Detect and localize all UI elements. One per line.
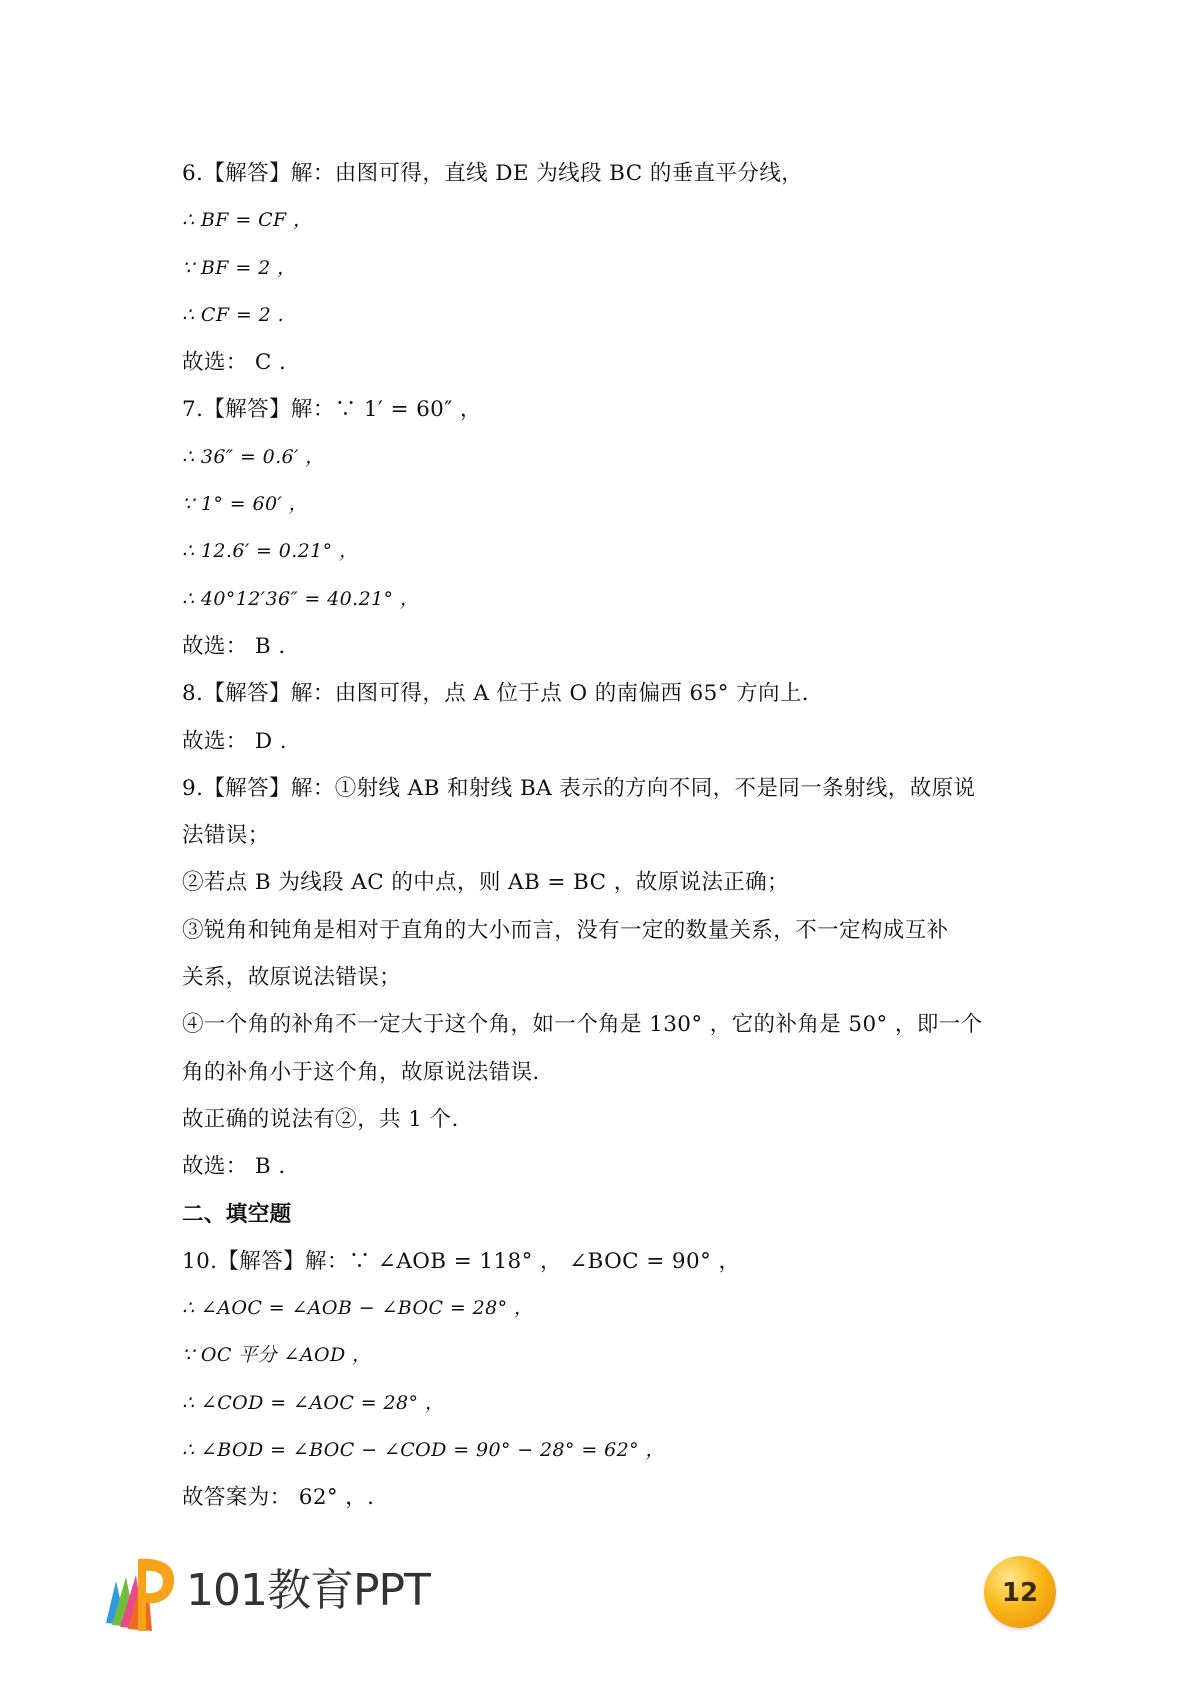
answer-7-line-4: ∴ 12.6′ = 0.21° ， [182, 540, 359, 563]
brand-logo [100, 1553, 500, 1633]
answer-6-choice: 故选： C . [182, 350, 287, 376]
answer-9-line-1: 9.【解答】解：①射线 AB 和射线 BA 表示的方向不同，不是同一条射线，故原说 [182, 775, 976, 801]
section-heading: 二、填空题 [182, 1201, 292, 1227]
document-body [182, 150, 1022, 1522]
answer-7-line-3: ∵ 1° = 60′ ， [182, 493, 309, 516]
answer-10-line-4: ∴ ∠COD = ∠AOC = 28° ， [182, 1391, 445, 1414]
answer-6-line-1: 6.【解答】解：由图可得，直线 DE 为线段 BC 的垂直平分线， [182, 161, 804, 186]
answer-7-choice: 故选： B . [182, 633, 286, 659]
answer-6-line-3: ∵ BF = 2 ， [182, 256, 297, 279]
answer-9-line-8: 故正确的说法有②，共 1 个. [182, 1106, 459, 1132]
answer-7-line-2: ∴ 36″ = 0.6′ ， [182, 445, 325, 468]
answer-9-choice: 故选： B . [182, 1154, 286, 1180]
answer-10-line-3: ∵ OC 平分 ∠AOD ， [182, 1344, 372, 1367]
answer-9-line-6: ④一个角的补角不一定大于这个角，如一个角是 130° ，它的补角是 50° ，即一个 [182, 1012, 983, 1038]
answer-7-line-1: 7.【解答】解：∵ 1′ = 60″ ， [182, 397, 482, 423]
answer-9-line-4: ③锐角和钝角是相对于直角的大小而言，没有一定的数量关系，不一定构成互补 [182, 917, 949, 943]
brand-logo-icon [100, 1553, 178, 1633]
answer-9-line-5: 关系，故原说法错误； [182, 965, 402, 991]
page-number: 12 [1001, 1578, 1039, 1608]
answer-9-line-3: ②若点 B 为线段 AC 的中点，则 AB = BC ，故原说法正确； [182, 870, 789, 896]
answer-7-line-5: ∴ 40°12′36″ = 40.21° ， [182, 587, 420, 610]
answer-8-choice: 故选： D . [182, 728, 288, 754]
brand-name: 101教育PPT [186, 1565, 430, 1616]
page-number-badge [984, 1556, 1056, 1628]
answer-9-line-7: 角的补角小于这个角，故原说法错误. [182, 1059, 540, 1085]
answer-10-line-1: 10.【解答】解：∵ ∠AOB = 118° ， ∠BOC = 90° ， [182, 1248, 741, 1274]
answer-6-line-4: ∴ CF = 2 . [182, 303, 285, 326]
answer-10-result: 故答案为： 62° ，. [182, 1485, 375, 1511]
answer-6-line-2: ∴ BF = CF ， [182, 209, 313, 232]
answer-10-line-2: ∴ ∠AOC = ∠AOB − ∠BOC = 28° ， [182, 1297, 534, 1320]
answer-9-line-2: 法错误； [182, 823, 270, 849]
answer-8-line-1: 8.【解答】解：由图可得，点 A 位于点 O 的南偏西 65° 方向上. [182, 681, 810, 707]
answer-10-line-5: ∴ ∠BOD = ∠BOC − ∠COD = 90° − 28° = 62° ， [182, 1439, 665, 1462]
